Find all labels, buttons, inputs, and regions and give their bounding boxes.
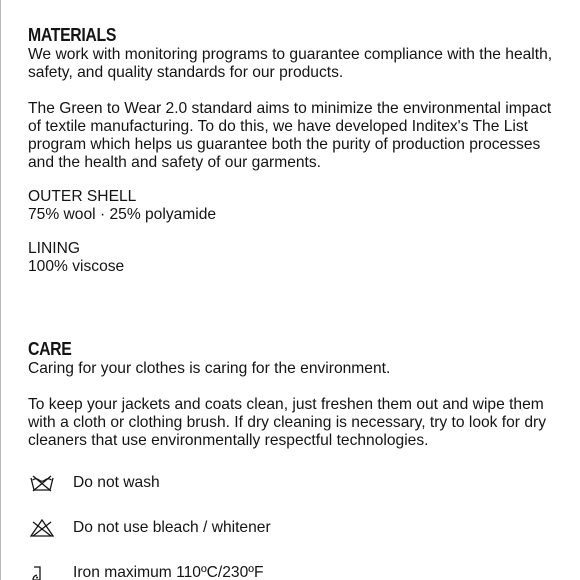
product-details-panel	[28, 24, 558, 580]
care-instruction-row	[28, 472, 558, 494]
care-instruction-row	[28, 562, 558, 580]
care-instruction-label: Iron maximum 110ºC/230ºF	[73, 564, 264, 580]
materials-standard-text: The Green to Wear 2.0 standard aims to minimize the environmental impact of textile manufacturing. To do this, we have developed Inditex's The List program which helps us guarantee both the purity of production processes and the health and safety of our garments.	[28, 100, 552, 171]
do-not-wash-icon	[28, 472, 56, 494]
care-instruction-label: Do not use bleach / whitener	[73, 519, 271, 536]
iron-icon	[28, 562, 56, 580]
materials-intro: We work with monitoring programs to guarantee compliance with the health, safety, and quality standards for our products.	[28, 46, 553, 81]
care-intro: Caring for your clothes is caring for the environment.	[28, 360, 391, 377]
care-advice: To keep your jackets and coats clean, just freshen them out and wipe them with a cloth or clothing brush. If dry cleaning is necessary, try to look for dry cleaners that use environmentally respectful technologies.	[28, 396, 546, 449]
outer-shell-value: 75% wool · 25% polyamide	[28, 206, 217, 223]
lining-value: 100% viscose	[28, 258, 125, 275]
care-instruction-row	[28, 517, 558, 539]
do-not-bleach-icon	[28, 517, 56, 539]
lining-label: LINING	[28, 240, 80, 257]
materials-section	[28, 24, 558, 276]
materials-heading: MATERIALS	[28, 25, 117, 45]
outer-shell-label: OUTER SHELL	[28, 188, 137, 205]
care-instructions-list	[28, 472, 558, 580]
care-section	[28, 338, 558, 580]
left-edge-divider	[0, 0, 1, 580]
care-instruction-label: Do not wash	[73, 474, 160, 491]
care-heading: CARE	[28, 339, 72, 359]
